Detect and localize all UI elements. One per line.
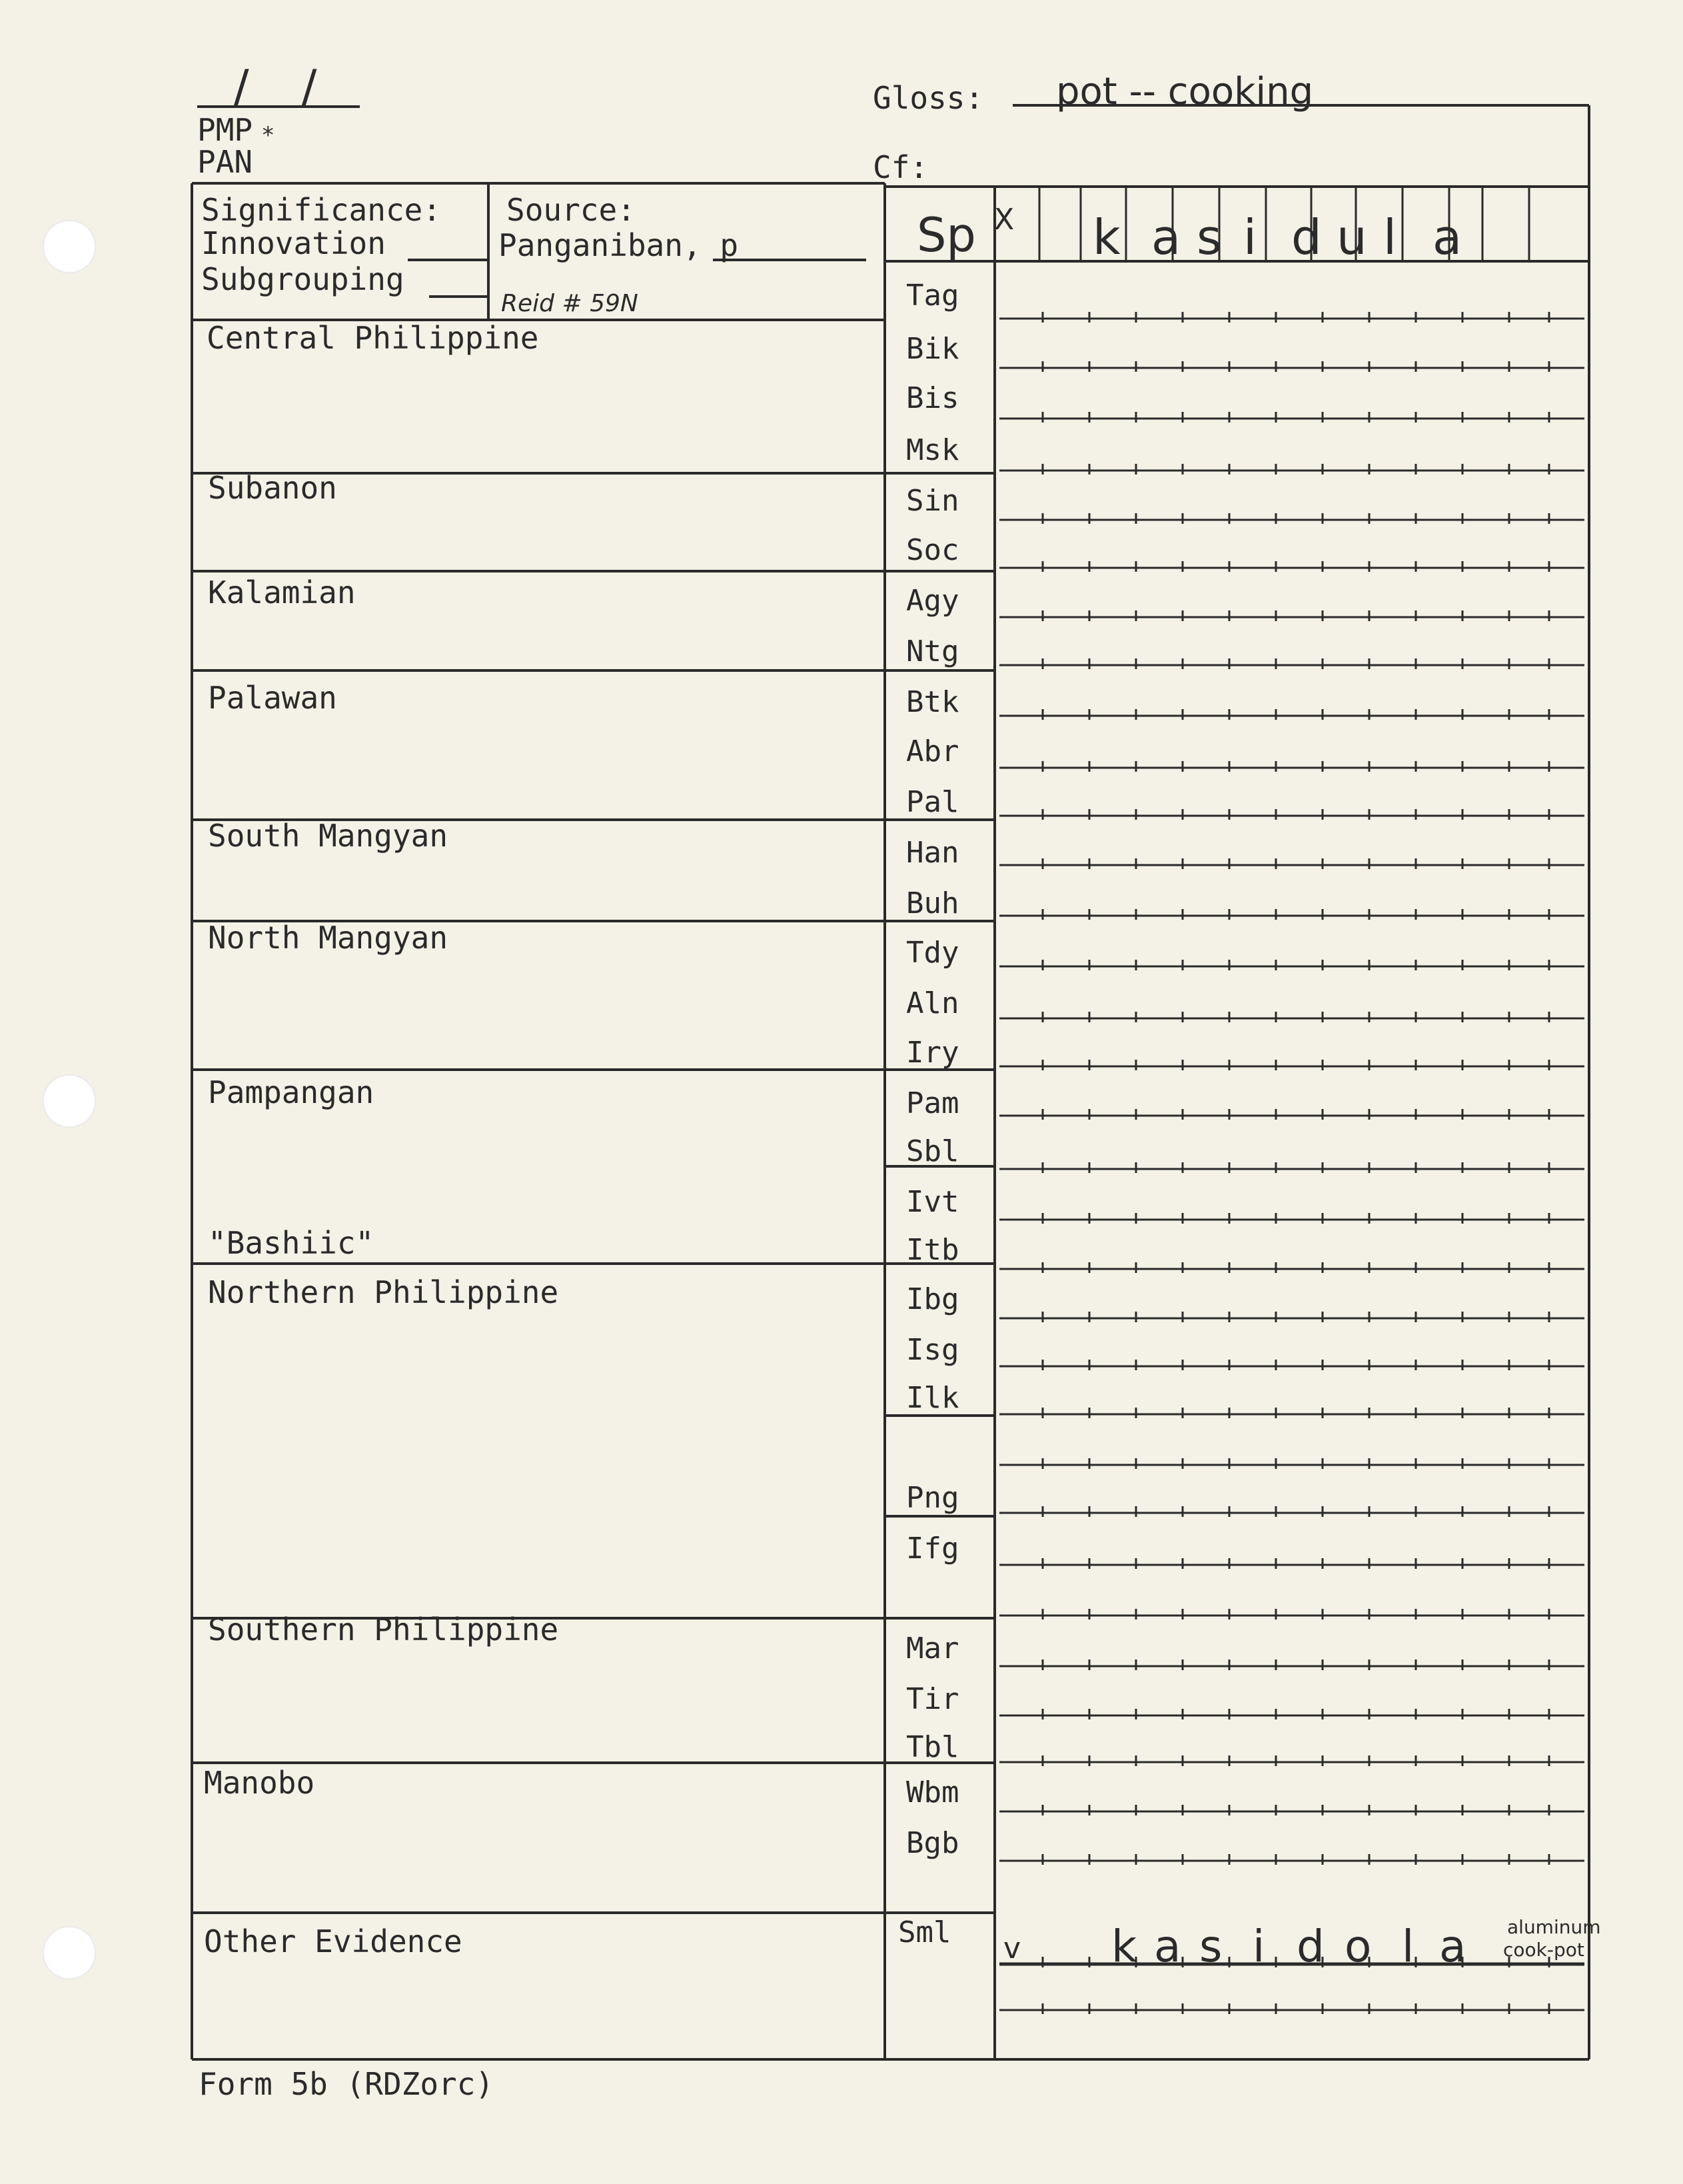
language-code-buh: Buh: [906, 886, 959, 920]
innovation-label: Innovation: [201, 225, 386, 261]
cf-label: Cf:: [873, 149, 929, 185]
sml-letter: l: [1402, 1921, 1414, 1972]
language-code-ifg: Ifg: [906, 1532, 959, 1566]
language-code-han: Han: [906, 836, 959, 870]
language-code-bis: Bis: [906, 381, 959, 415]
sp-letter: a: [1432, 209, 1462, 265]
language-code-iry: Iry: [906, 1036, 959, 1070]
language-code-tdy: Tdy: [906, 936, 959, 970]
language-code-ilk: Ilk: [906, 1381, 959, 1415]
sp-mark: X: [994, 203, 1015, 237]
language-code-ivt: Ivt: [906, 1185, 959, 1219]
sp-label: Sp: [917, 208, 976, 263]
language-code-abr: Abr: [906, 734, 959, 768]
number-marks: / /: [233, 60, 336, 115]
language-code-sbl: Sbl: [906, 1134, 959, 1168]
language-code-pal: Pal: [906, 785, 959, 819]
sp-letter: d: [1291, 209, 1322, 265]
language-code-tag: Tag: [906, 279, 959, 313]
significance-title: Significance:: [201, 192, 442, 228]
group-north-mangyan: North Mangyan: [208, 920, 448, 956]
language-code-pam: Pam: [906, 1086, 959, 1120]
language-code-isg: Isg: [906, 1333, 959, 1367]
gloss-label: Gloss:: [873, 80, 984, 116]
sml-note-line1: aluminum: [1507, 1916, 1601, 1938]
language-code-aln: Aln: [906, 986, 959, 1020]
sml-letter: a: [1439, 1921, 1466, 1972]
sml-letter: o: [1345, 1921, 1372, 1972]
group-subanon: Subanon: [208, 470, 337, 506]
reid-number: Reid # 59N: [501, 290, 638, 317]
language-code-ibg: Ibg: [906, 1282, 959, 1316]
group-southern-philippine: Southern Philippine: [208, 1612, 559, 1647]
sp-letter: a: [1151, 209, 1181, 265]
language-code-sml: Sml: [898, 1915, 951, 1949]
sml-letter: a: [1154, 1921, 1181, 1972]
language-code-ntg: Ntg: [906, 634, 959, 668]
sml-letter: d: [1297, 1921, 1325, 1972]
group-northern-philippine: Northern Philippine: [208, 1274, 559, 1310]
group-kalamian: Kalamian: [208, 574, 356, 610]
language-code-agy: Agy: [906, 584, 959, 618]
group-pampangan: Pampangan: [208, 1074, 374, 1110]
group-central-philippine: Central Philippine: [207, 320, 539, 356]
sml-letter: s: [1199, 1921, 1223, 1972]
source-value: Panganiban, p: [498, 227, 739, 263]
language-code-sin: Sin: [906, 484, 959, 518]
language-code-wbm: Wbm: [906, 1775, 959, 1809]
sp-letter: u: [1337, 209, 1367, 265]
language-code-bgb: Bgb: [906, 1826, 959, 1860]
language-code-btk: Btk: [906, 685, 959, 719]
group-manobo: Manobo: [204, 1765, 315, 1801]
sp-letter: s: [1197, 209, 1222, 265]
language-code-bik: Bik: [906, 332, 959, 366]
sml-note-line2: cook-pot: [1503, 1939, 1584, 1961]
sml-letter: k: [1111, 1921, 1137, 1972]
language-code-tir: Tir: [906, 1682, 959, 1716]
sp-letter: l: [1383, 209, 1397, 265]
pmp-label: PMP: [197, 112, 253, 148]
pan-label: PAN: [197, 144, 253, 180]
sml-letter: i: [1253, 1921, 1265, 1972]
gloss-value: pot -- cooking: [1056, 70, 1314, 113]
group-other-evidence: Other Evidence: [204, 1923, 462, 1959]
sp-letter: k: [1093, 209, 1121, 265]
sp-letter: i: [1243, 209, 1257, 265]
subgrouping-label: Subgrouping: [201, 261, 404, 297]
language-code-tbl: Tbl: [906, 1730, 959, 1764]
group-palawan: Palawan: [208, 680, 337, 716]
sml-check-mark: v: [1003, 1931, 1021, 1965]
form-footer: Form 5b (RDZorc): [199, 2066, 494, 2102]
source-title: Source:: [506, 192, 636, 228]
group-south-mangyan: South Mangyan: [208, 818, 448, 854]
language-code-msk: Msk: [906, 433, 959, 467]
language-code-mar: Mar: [906, 1632, 959, 1665]
language-code-soc: Soc: [906, 533, 959, 567]
language-code-itb: Itb: [906, 1233, 959, 1267]
group-bashiic: "Bashiic": [208, 1225, 374, 1261]
language-code-png: Png: [906, 1481, 959, 1515]
star-mark: *: [261, 122, 275, 149]
